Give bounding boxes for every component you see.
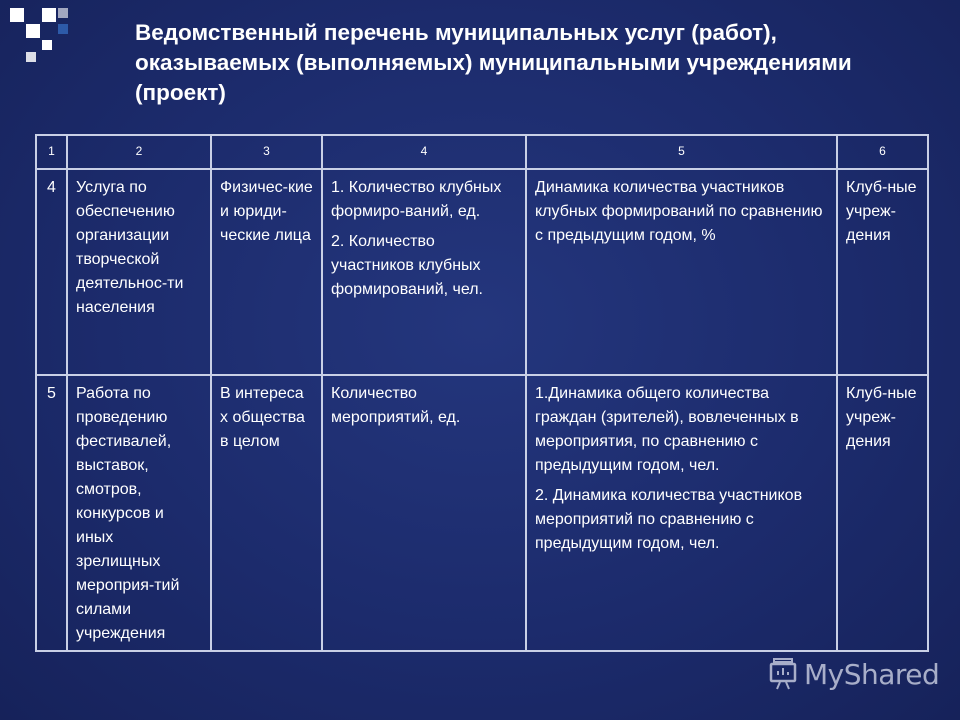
quality-indicator: Динамика количества участников клубных формирований по сравнению с предыдущим годом, % — [535, 179, 823, 244]
volume-indicator: 1. Количество клубных формиро-ваний, ед. — [331, 179, 502, 220]
page-title: Ведомственный перечень муниципальных услуг (работ), оказываемых (выполняемых) муниципальными учреждениями (проект) — [135, 20, 852, 105]
decorative-square — [26, 52, 36, 62]
header-cell: 5 — [526, 135, 837, 169]
institutions-cell: Клуб-ные учреж-дения — [837, 169, 928, 375]
decorative-square — [42, 8, 56, 22]
service-name-cell: Услуга по обеспечению организации творческой деятельнос-ти населения — [67, 169, 211, 375]
quality-indicators-cell — [526, 169, 837, 375]
volume-indicators-cell — [322, 169, 526, 375]
header-cell: 3 — [211, 135, 322, 169]
decorative-square — [26, 24, 40, 38]
volume-indicators-cell — [322, 375, 526, 651]
watermark — [768, 652, 939, 696]
institutions-cell: Клуб-ные учреж-дения — [837, 375, 928, 651]
decorative-square — [58, 24, 68, 34]
consumers-cell: В интереса х общества в целом — [211, 375, 322, 651]
decorative-square — [10, 8, 24, 22]
table-header-row — [36, 135, 928, 169]
quality-indicator: 1.Динамика общего количества граждан (зрителей), вовлеченных в мероприятия, по сравнению с предыдущим годом, чел. — [535, 385, 799, 474]
row-number-cell: 5 — [36, 375, 67, 651]
header-cell: 4 — [322, 135, 526, 169]
header-cell: 2 — [67, 135, 211, 169]
table-row — [36, 169, 928, 375]
decorative-square — [58, 8, 68, 18]
header-cell: 6 — [837, 135, 928, 169]
decorative-square — [42, 40, 52, 50]
watermark-text: MyShared — [804, 657, 940, 691]
volume-indicator: Количество мероприятий, ед. — [331, 385, 461, 426]
projector-screen-icon — [768, 657, 798, 691]
quality-indicator: 2. Динамика количества участников мероприятий по сравнению с предыдущим годом, чел. — [535, 487, 803, 552]
consumers-cell: Физичес-кие и юриди-ческие лица — [211, 169, 322, 375]
table-row — [36, 375, 928, 651]
header-cell: 1 — [36, 135, 67, 169]
quality-indicators-cell — [526, 375, 837, 651]
volume-indicator: 2. Количество участников клубных формирований, чел. — [331, 233, 483, 298]
services-table — [35, 134, 929, 652]
row-number-cell: 4 — [36, 169, 67, 375]
service-name-cell: Работа по проведению фестивалей, выставок, смотров, конкурсов и иных зрелищных мероприя-тий силами учреждения — [67, 375, 211, 651]
